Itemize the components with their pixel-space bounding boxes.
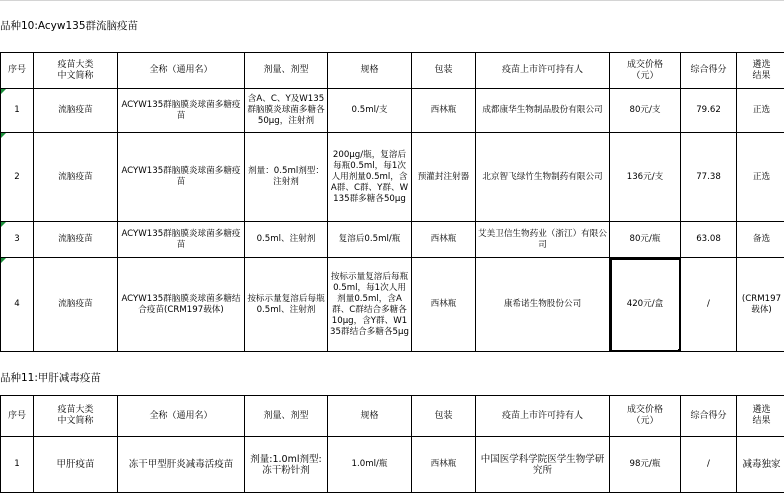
table-row	[1, 437, 784, 493]
cell-full-name[interactable]: ACYW135群脑膜炎球菌多糖疫苗	[118, 89, 245, 133]
header-cell[interactable]: 剂量、剂型	[245, 396, 328, 437]
cell-price-selected[interactable]: 420元/盒	[610, 258, 681, 352]
cell-package[interactable]: 西林瓶	[412, 437, 476, 493]
cell-category[interactable]: 流脑疫苗	[34, 258, 118, 352]
cell-spec[interactable]: 0.5ml/支	[328, 89, 412, 133]
cell-index[interactable]: 2	[1, 133, 34, 222]
cell-index[interactable]: 1	[1, 437, 34, 493]
header-cell[interactable]: 疫苗上市许可持有人	[476, 53, 610, 89]
cell-category[interactable]: 流脑疫苗	[34, 89, 118, 133]
header-cell[interactable]: 成交价格 （元）	[610, 53, 681, 89]
cell-full-name[interactable]: ACYW135群脑膜炎球菌多糖结合疫苗(CRM197载体)	[118, 258, 245, 352]
cell-spec[interactable]: 200μg/瓶，复溶后每瓶0.5ml，每1次人用剂量0.5ml，含A群、C群、Y群、W135群多糖各50μg	[328, 133, 412, 222]
cell-index[interactable]: 1	[1, 89, 34, 133]
cell-index[interactable]: 3	[1, 222, 34, 258]
cell-dosage[interactable]: 剂量：0.5ml剂型：注射剂	[245, 133, 328, 222]
header-cell[interactable]: 序号	[1, 396, 34, 437]
cell-package[interactable]: 西林瓶	[412, 89, 476, 133]
cell-spec[interactable]: 按标示量复溶后每瓶0.5ml，每1次人用剂量0.5ml，含A群、C群结合多糖各10μg，含Y群、W135群结合多糖各5μg	[328, 258, 412, 352]
table-row	[1, 133, 784, 222]
cell-result[interactable]: 减毒独家	[737, 437, 784, 493]
cell-holder[interactable]: 中国医学科学院医学生物学研究所	[476, 437, 610, 493]
cell-holder[interactable]: 北京智飞绿竹生物制药有限公司	[476, 133, 610, 222]
cell-score[interactable]: 63.08	[681, 222, 737, 258]
cell-package[interactable]: 西林瓶	[412, 258, 476, 352]
header-cell[interactable]: 遴选 结果	[737, 53, 784, 89]
cell-dosage[interactable]: 按标示量复溶后每瓶0.5ml、注射剂	[245, 258, 328, 352]
comment-marker-icon	[1, 222, 6, 227]
header-cell[interactable]: 规格	[328, 53, 412, 89]
cell-holder[interactable]: 康希诺生物股份公司	[476, 258, 610, 352]
header-cell[interactable]: 序号	[1, 53, 34, 89]
cell-score[interactable]: 77.38	[681, 133, 737, 222]
cell-dosage[interactable]: 剂量:1.0ml剂型:冻干粉针剂	[245, 437, 328, 493]
cell-index[interactable]: 4	[1, 258, 34, 352]
cell-price[interactable]: 80元/支	[610, 89, 681, 133]
cell-score[interactable]: 79.62	[681, 89, 737, 133]
cell-result[interactable]: 正选	[737, 133, 784, 222]
cell-full-name[interactable]: ACYW135群脑膜炎球菌多糖疫苗	[118, 222, 245, 258]
header-cell[interactable]: 疫苗大类 中文简称	[34, 396, 118, 437]
header-cell[interactable]: 遴选 结果	[737, 396, 784, 437]
cell-result[interactable]: 备选	[737, 222, 784, 258]
cell-score[interactable]: /	[681, 437, 737, 493]
table-header-row	[1, 53, 784, 89]
cell-holder[interactable]: 艾美卫信生物药业（浙江）有限公司	[476, 222, 610, 258]
header-cell[interactable]: 综合得分	[681, 53, 737, 89]
cell-category[interactable]: 流脑疫苗	[34, 133, 118, 222]
header-cell[interactable]: 全称（通用名）	[118, 396, 245, 437]
vaccine-table-1	[0, 52, 784, 352]
header-cell[interactable]: 疫苗大类 中文简称	[34, 53, 118, 89]
cell-price[interactable]: 80元/瓶	[610, 222, 681, 258]
cell-full-name[interactable]: 冻干甲型肝炎减毒活疫苗	[118, 437, 245, 493]
header-cell[interactable]: 剂量、剂型	[245, 53, 328, 89]
cell-result[interactable]: 正选	[737, 89, 784, 133]
header-cell[interactable]: 成交价格 （元）	[610, 396, 681, 437]
sheet-gridline	[0, 0, 784, 1]
cell-spec[interactable]: 1.0ml/瓶	[328, 437, 412, 493]
table-row	[1, 89, 784, 133]
cell-score[interactable]: /	[681, 258, 737, 352]
table-row	[1, 222, 784, 258]
cell-result[interactable]: (CRM197载体)	[737, 258, 784, 352]
header-cell[interactable]: 综合得分	[681, 396, 737, 437]
table-row	[1, 258, 784, 352]
header-cell[interactable]: 规格	[328, 396, 412, 437]
comment-marker-icon	[1, 133, 6, 138]
section-title-1: 品种10:Acyw135群流脑疫苗	[0, 20, 139, 32]
cell-category[interactable]: 流脑疫苗	[34, 222, 118, 258]
comment-marker-icon	[1, 258, 6, 263]
header-cell[interactable]: 包装	[412, 53, 476, 89]
cell-price[interactable]: 136元/支	[610, 133, 681, 222]
cell-price[interactable]: 98元/瓶	[610, 437, 681, 493]
cell-spec[interactable]: 复溶后0.5ml/瓶	[328, 222, 412, 258]
cell-dosage[interactable]: 0.5ml、注射剂	[245, 222, 328, 258]
header-cell[interactable]: 包装	[412, 396, 476, 437]
vaccine-table-2	[0, 395, 784, 493]
header-cell[interactable]: 疫苗上市许可持有人	[476, 396, 610, 437]
cell-full-name[interactable]: ACYW135群脑膜炎球菌多糖疫苗	[118, 133, 245, 222]
cell-package[interactable]: 预灌封注射器	[412, 133, 476, 222]
cell-dosage[interactable]: 含A、C、Y及W135群脑膜炎球菌多糖各50μg，注射剂	[245, 89, 328, 133]
table-header-row	[1, 396, 784, 437]
cell-package[interactable]: 西林瓶	[412, 222, 476, 258]
cell-category[interactable]: 甲肝疫苗	[34, 437, 118, 493]
comment-marker-icon	[1, 89, 6, 94]
header-cell[interactable]: 全称（通用名）	[118, 53, 245, 89]
section-title-2: 品种11:甲肝减毒疫苗	[0, 372, 101, 384]
cell-holder[interactable]: 成都康华生物制品股份有限公司	[476, 89, 610, 133]
